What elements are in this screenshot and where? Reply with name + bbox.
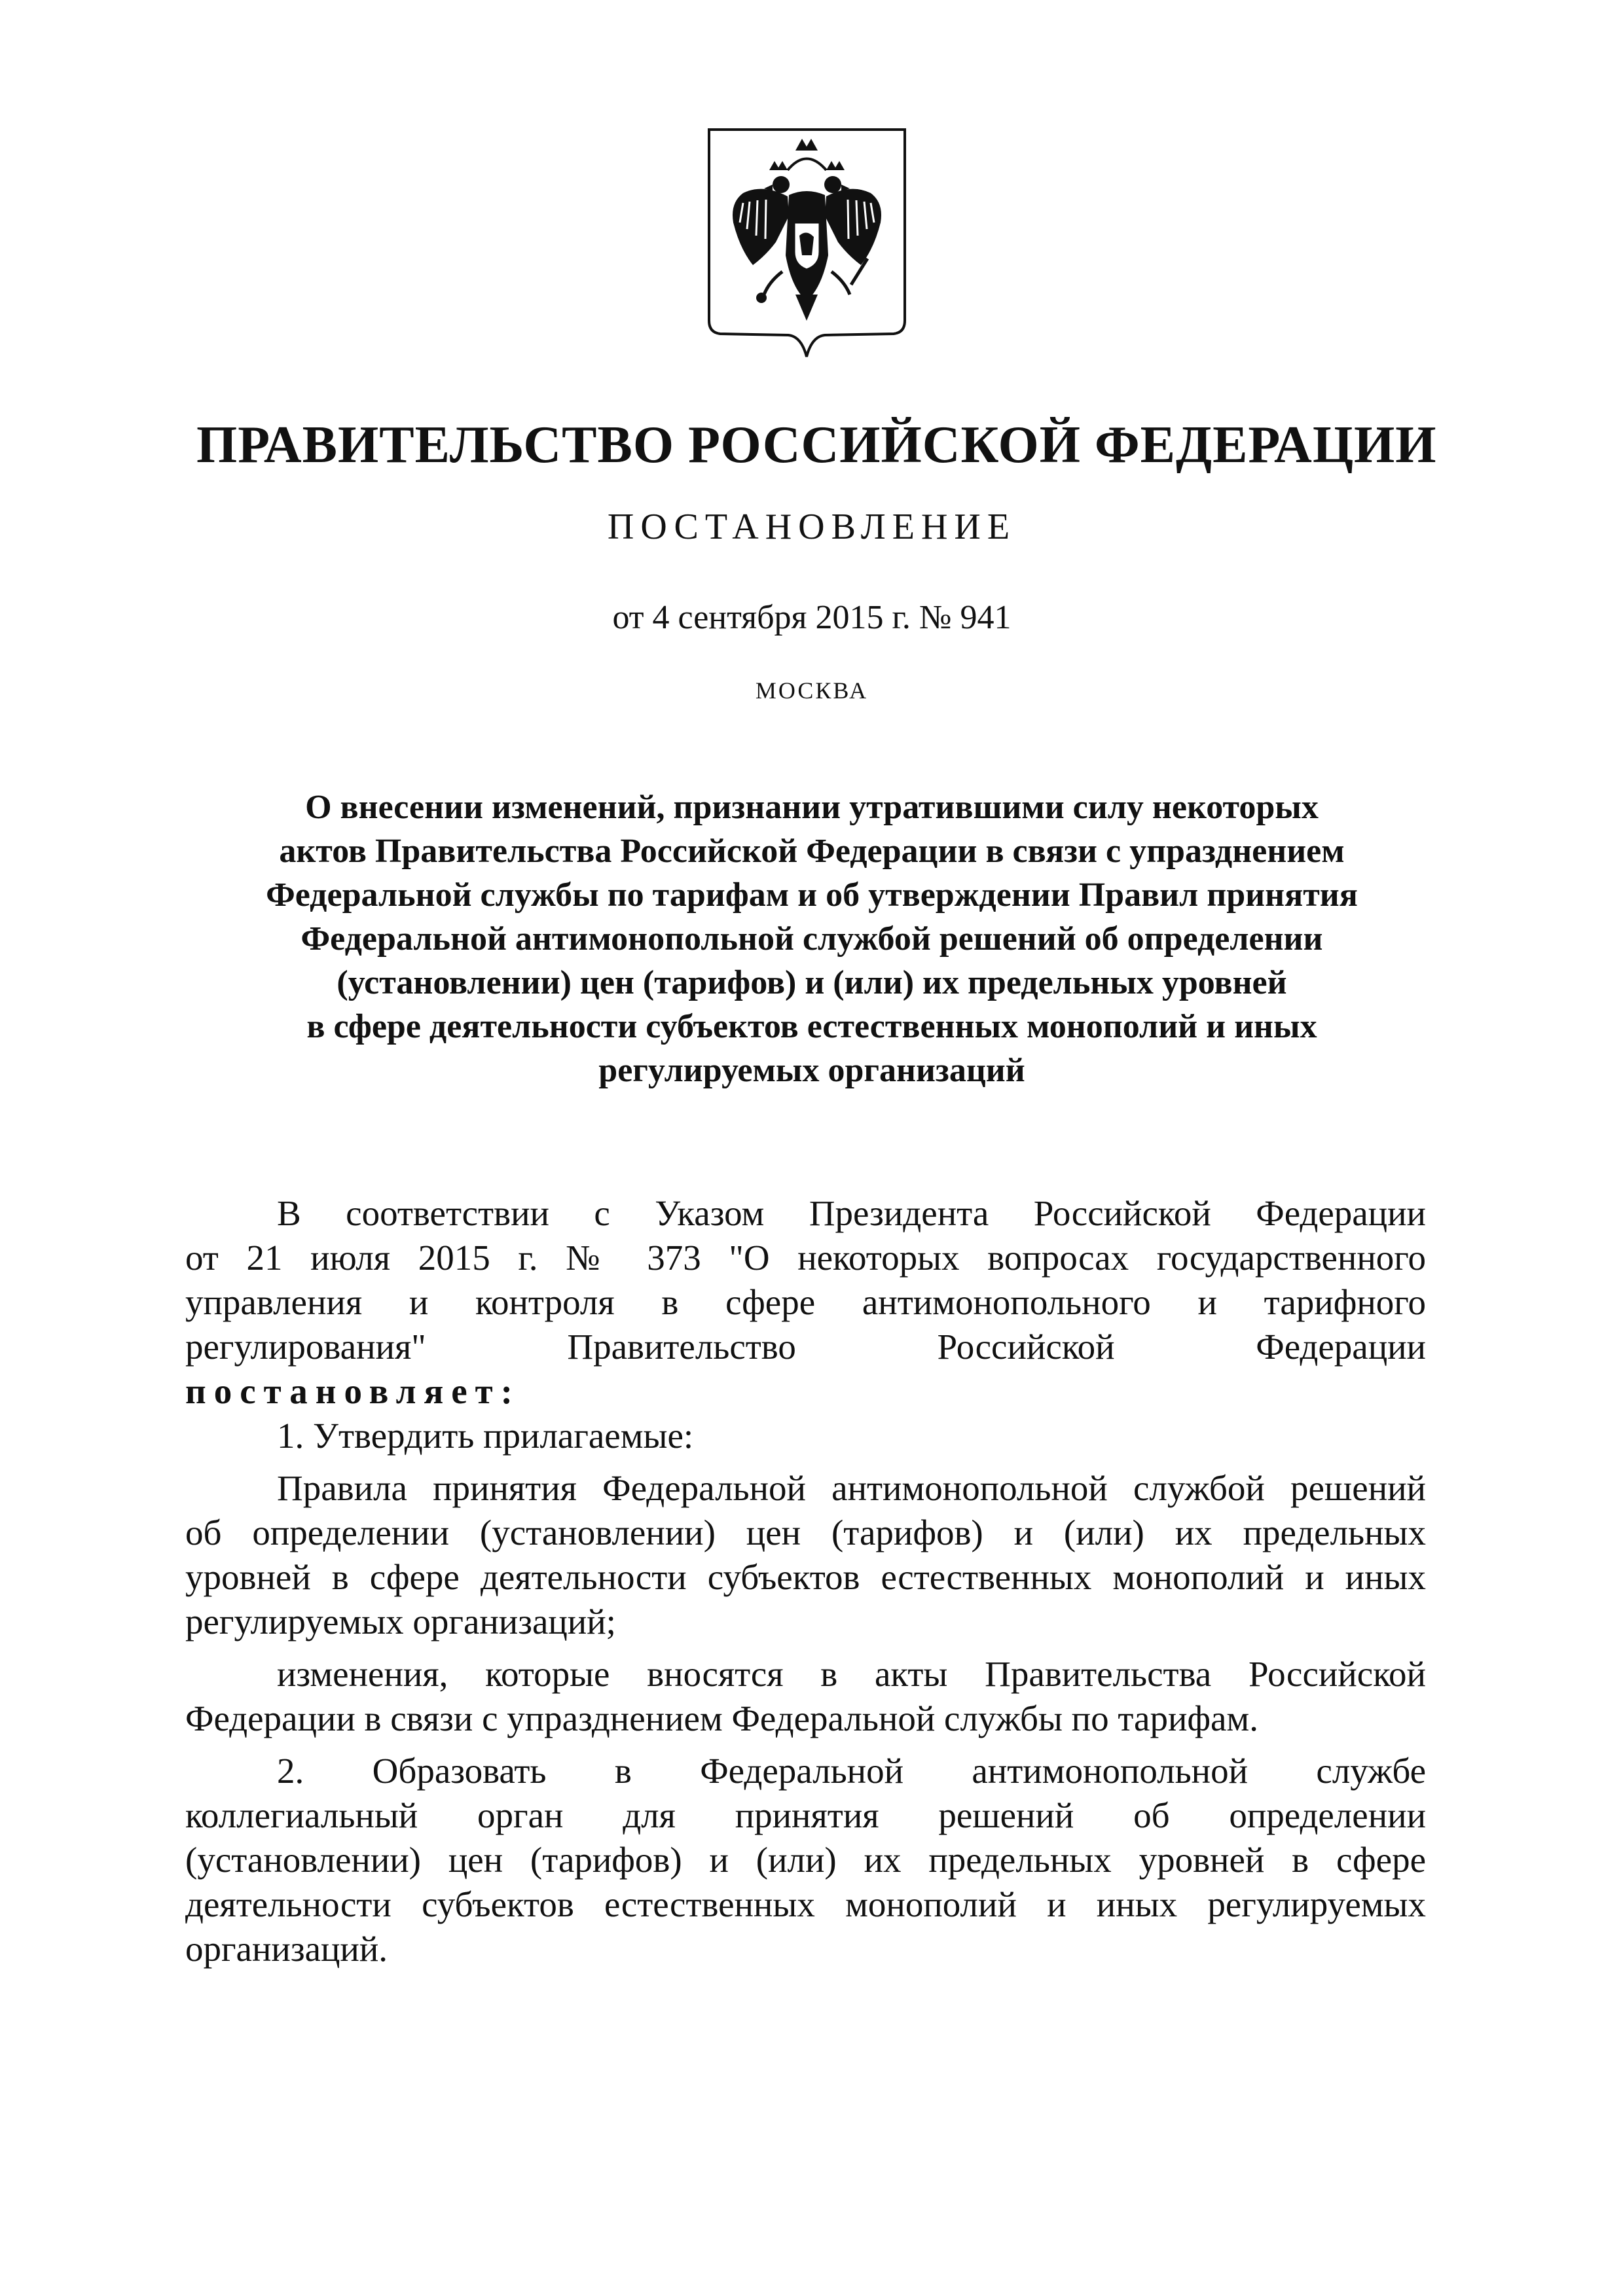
item-1-heading: [185, 1414, 1426, 1458]
document-body: [185, 1191, 1426, 1971]
heading-line: в сфере деятельности субъектов естественных монополий и иных: [306, 1008, 1317, 1045]
document-date-number: от 4 сентября 2015 г. № 941: [612, 599, 1012, 636]
text-line: организаций.: [185, 1929, 388, 1969]
item-1-rules-paragraph: [185, 1466, 1426, 1644]
coat-of-arms-icon: [704, 124, 910, 363]
document-city: МОСКВА: [755, 677, 869, 704]
organization-title: ПРАВИТЕЛЬСТВО РОССИЙСКОЙ ФЕДЕРАЦИИ: [196, 416, 1437, 474]
text-line: коллегиальный орган для принятия решений об определении: [185, 1795, 1426, 1835]
heading-line: (установлении) цен (тарифов) и (или) их предельных уровней: [337, 964, 1287, 1001]
text-line: деятельности субъектов естественных монополий и иных регулируемых: [185, 1884, 1426, 1924]
heading-line: Федеральной антимонопольной службой решений об определении: [301, 920, 1323, 958]
text-line: 1. Утвердить прилагаемые:: [277, 1416, 694, 1456]
preamble-paragraph: [185, 1191, 1426, 1414]
text-line: регулируемых организаций;: [185, 1602, 616, 1641]
heading-line: актов Правительства Российской Федерации в связи с упразднением: [279, 833, 1345, 870]
text-line: В соответствии с Указом Президента Российской Федерации: [277, 1193, 1426, 1233]
text-line: управления и контроля в сфере антимонопольного и тарифного: [185, 1282, 1426, 1322]
document-heading: [177, 785, 1447, 1092]
item-1-changes-paragraph: [185, 1652, 1426, 1741]
text-line: изменения, которые вносятся в акты Правительства Российской: [277, 1654, 1426, 1694]
item-2-paragraph: [185, 1749, 1426, 1971]
document-type: ПОСТАНОВЛЕНИЕ: [607, 507, 1017, 547]
text-line: 2. Образовать в Федеральной антимонопольной службе: [277, 1751, 1426, 1791]
text-line: уровней в сфере деятельности субъектов естественных монополий и иных: [185, 1557, 1426, 1597]
text-line: регулирования" Правительство Российской Федерации: [185, 1327, 1426, 1367]
decree-word: постановляет:: [185, 1371, 520, 1411]
heading-line: регулируемых организаций: [598, 1052, 1025, 1089]
text-line: Федерации в связи с упразднением Федеральной службы по тарифам.: [185, 1698, 1258, 1738]
text-line: от 21 июля 2015 г. № 373 "О некоторых вопросах государственного: [185, 1238, 1426, 1278]
heading-line: Федеральной службы по тарифам и об утверждении Правил принятия: [266, 876, 1358, 914]
heading-line: О внесении изменений, признании утратившими силу некоторых: [305, 789, 1319, 826]
text-line: (установлении) цен (тарифов) и (или) их предельных уровней в сфере: [185, 1840, 1426, 1880]
text-line: об определении (установлении) цен (тарифов) и (или) их предельных: [185, 1513, 1426, 1552]
text-line: Правила принятия Федеральной антимонопольной службой решений: [277, 1468, 1426, 1508]
